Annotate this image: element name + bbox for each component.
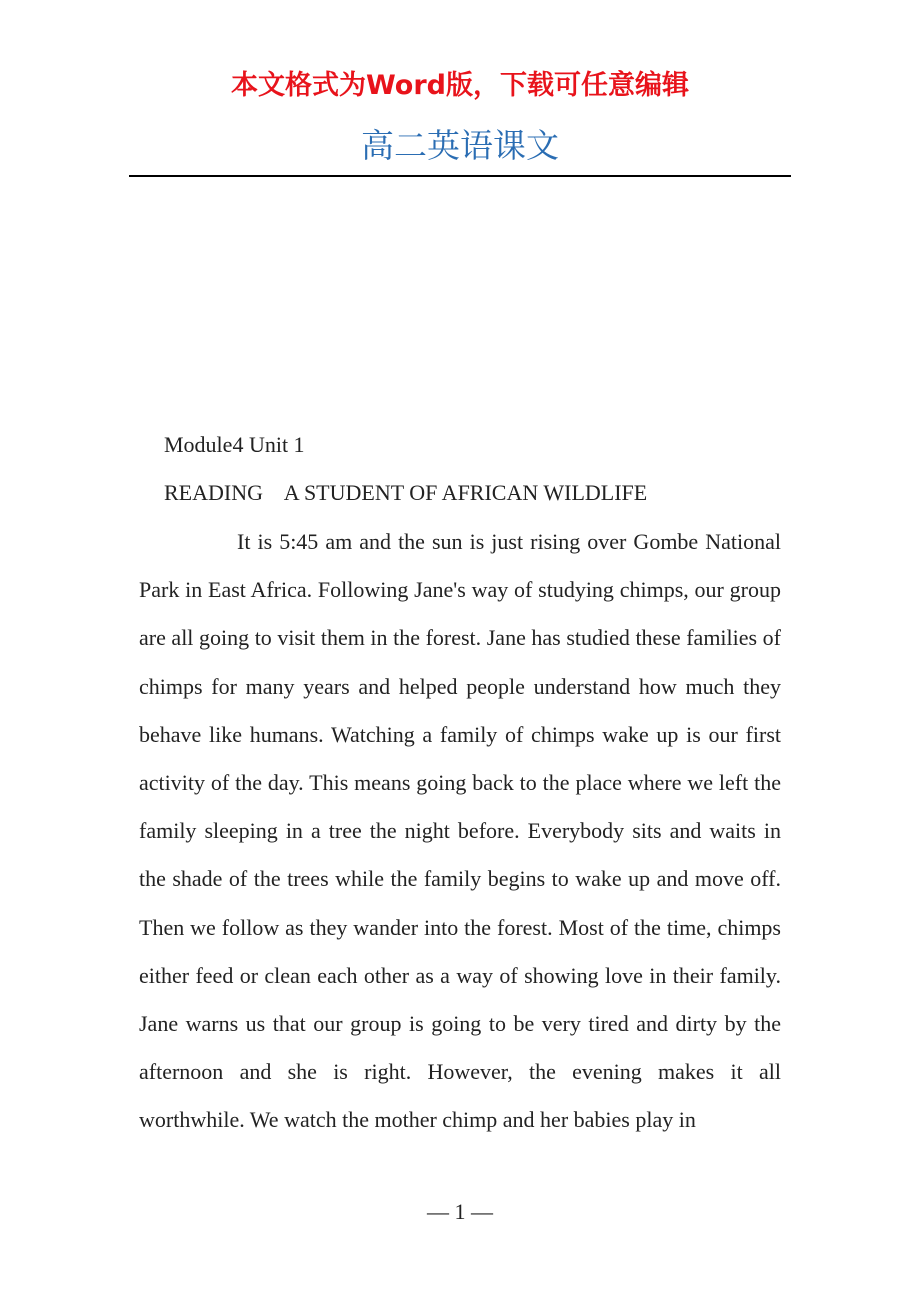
format-notice: 本文格式为Word版，下载可任意编辑 <box>230 70 689 101</box>
page-number: — 1 — <box>427 1199 493 1224</box>
reading-heading: READING A STUDENT OF AFRICAN WILDLIFE <box>164 480 648 505</box>
page-title: 高二英语课文 <box>361 126 559 165</box>
module-label: Module4 Unit 1 <box>164 432 305 457</box>
title-divider <box>129 175 791 177</box>
body-paragraph: It is 5:45 am and the sun is just rising over Gombe National Park in East Africa. Following Jane's way of studying chimps, our group are all going to visit them in the forest. Jane has studied these families of chimps for many years and helped people understand how much they behave like humans. Watching a family of chimps wake up is our first activity of the day. This means going back to the place where we left the family sleeping in a tree the night before. Everybody sits and waits in the shade of the trees while the family begins to wake up and move off. Then we follow as they wander into the forest. Most of the time, chimps either feed or clean each other as a way of showing love in their family. Jane warns us that our group is going to be very tired and dirty by the afternoon and she is right. However, the evening makes it all worthwhile. We watch the mother chimp and her babies play in <box>139 529 781 1133</box>
